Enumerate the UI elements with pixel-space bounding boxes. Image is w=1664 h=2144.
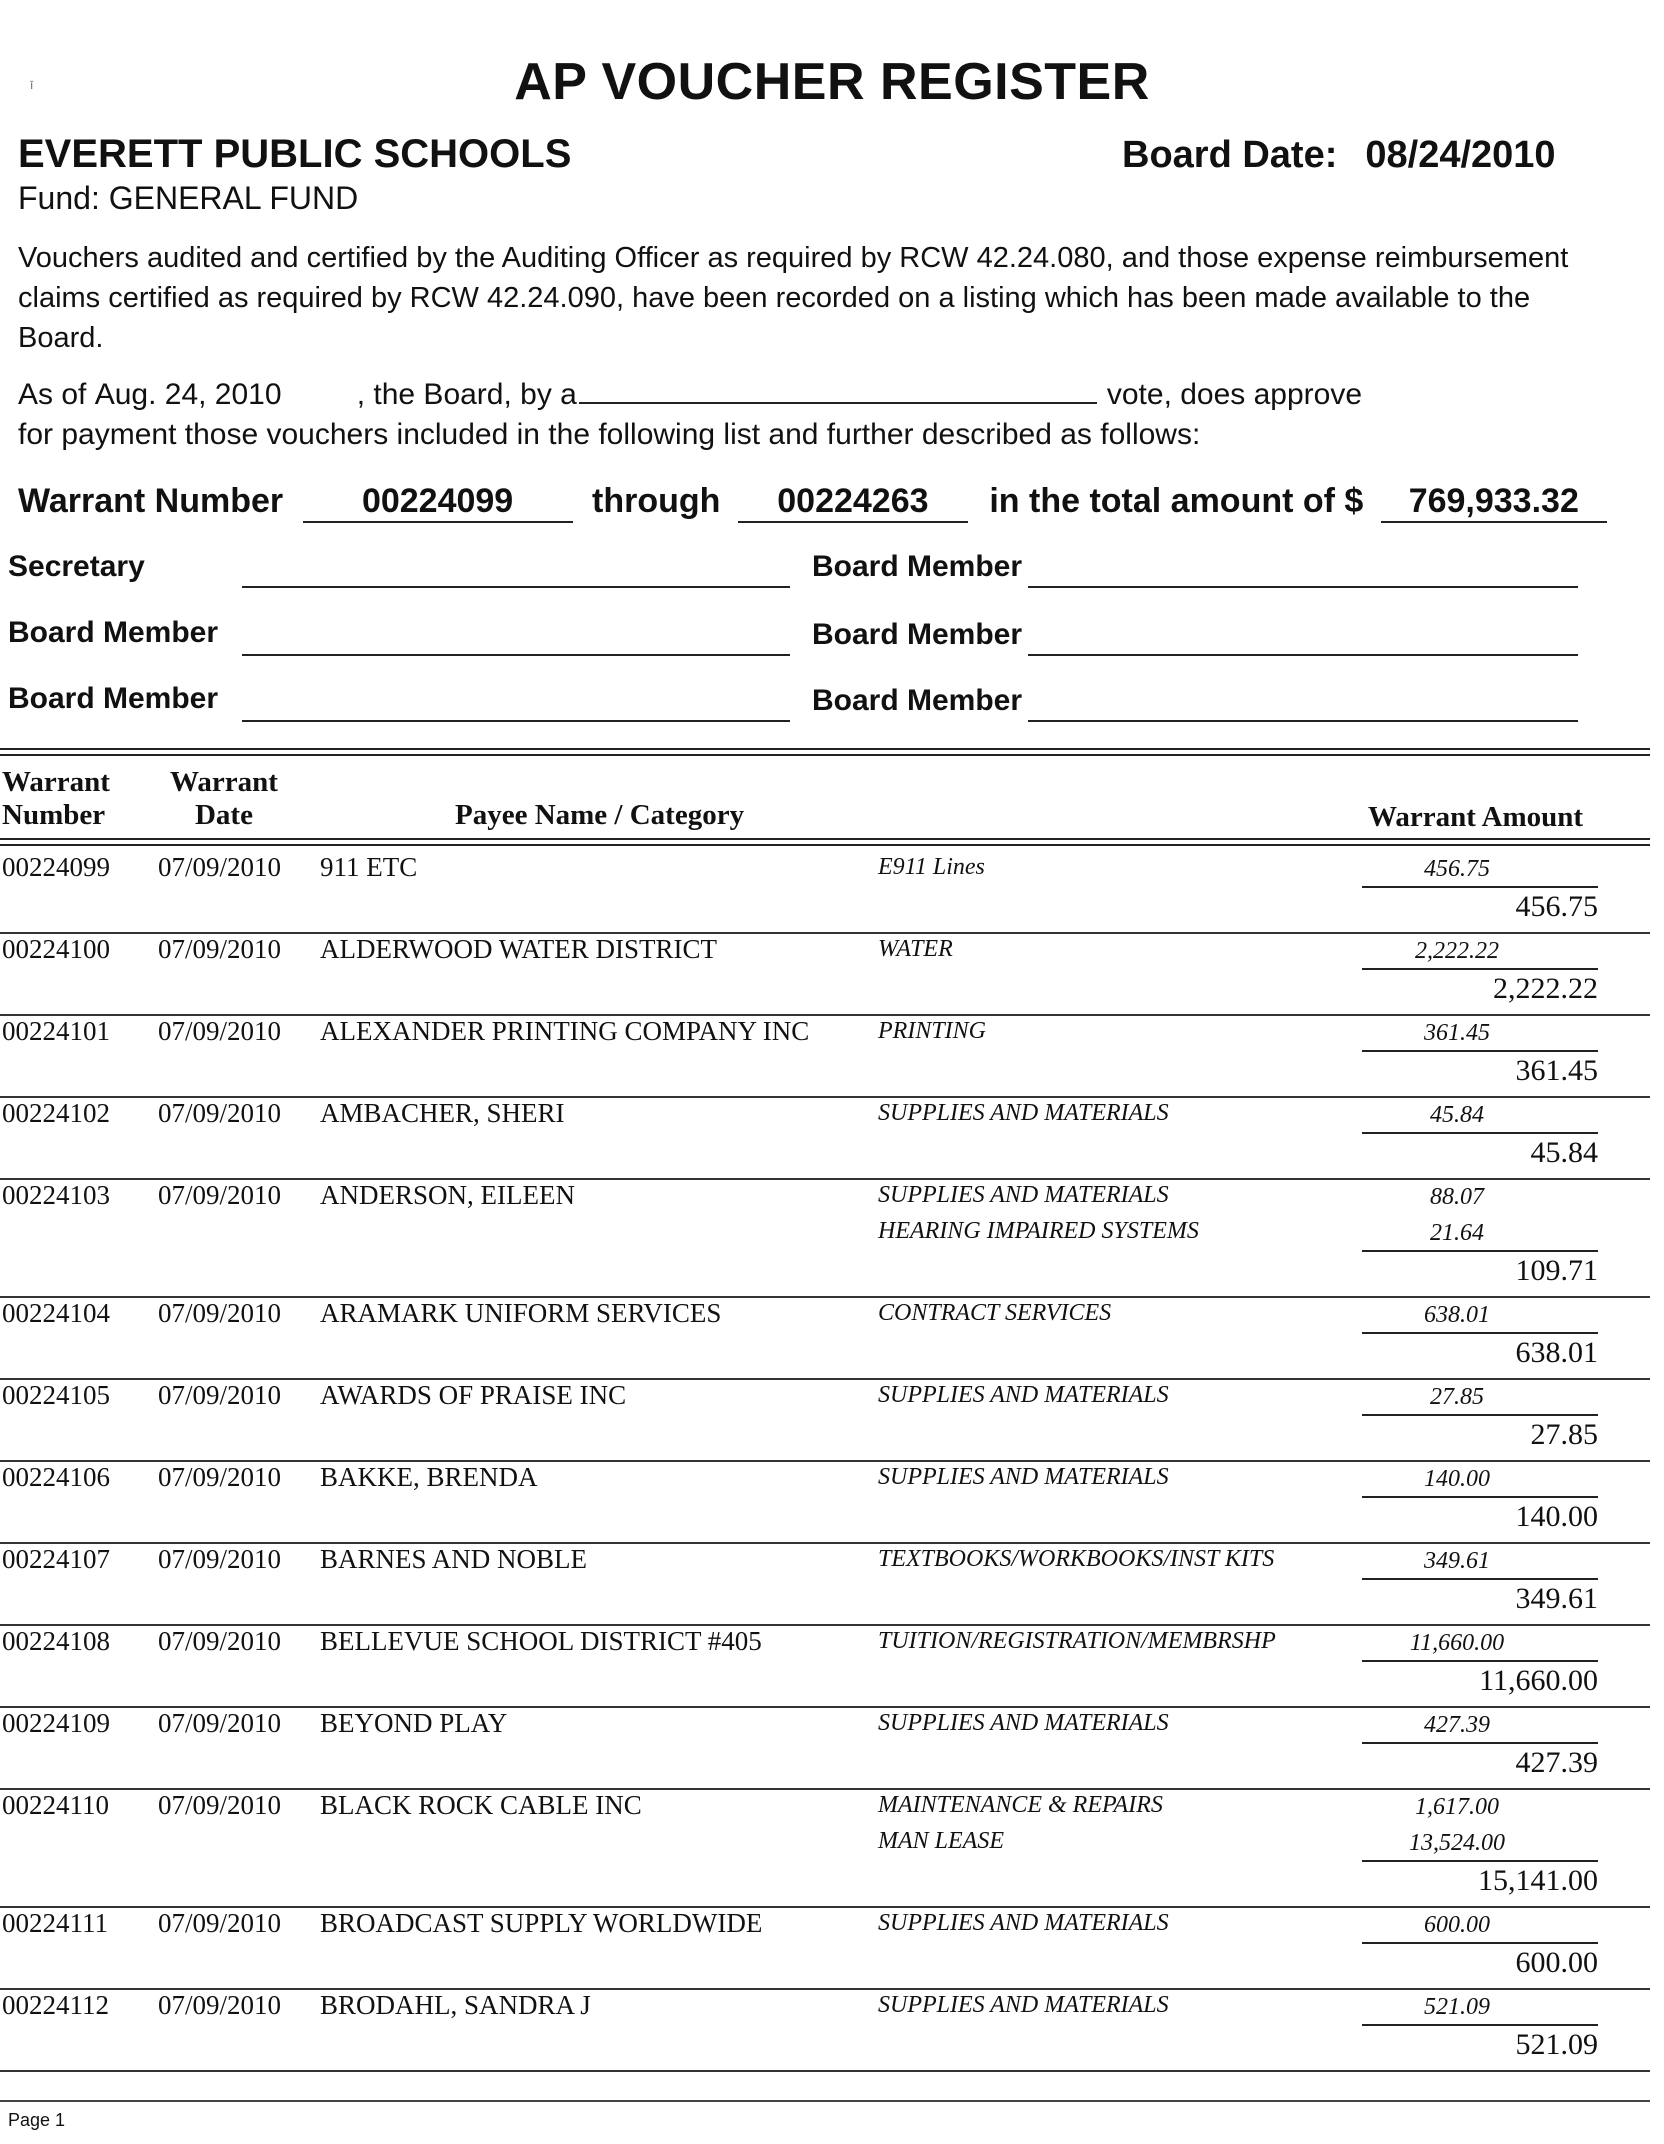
board-member-label-2: Board Member	[8, 616, 219, 649]
warrant-total: 109.71	[1515, 1254, 1598, 1287]
warrant-total: 349.61	[1515, 1582, 1598, 1615]
line-amount: 11,660.00	[1409, 1630, 1505, 1656]
line-amount: 521.09	[1424, 1994, 1490, 2020]
table-row	[0, 1790, 1650, 1908]
board-date-label: Board Date:	[1122, 134, 1338, 176]
table-row	[0, 1462, 1650, 1544]
payee-name: ANDERSON, EILEEN	[320, 1180, 575, 1210]
amount-subtotal-rule	[1362, 1250, 1598, 1252]
warrant-date: 07/09/2010	[158, 1298, 282, 1328]
payee-name: BARNES AND NOBLE	[320, 1544, 588, 1574]
warrant-number: 00224103	[2, 1180, 110, 1210]
page-title: AP VOUCHER REGISTER	[514, 53, 1150, 111]
warrant-number: 00224111	[2, 1908, 108, 1938]
header-warrant-date	[170, 766, 278, 832]
amount-subtotal-rule	[1362, 886, 1598, 888]
warrant-total: 361.45	[1515, 1054, 1598, 1087]
category-label: TEXTBOOKS/WORKBOOKS/INST KITS	[878, 1546, 1275, 1572]
warrant-total: 600.00	[1515, 1946, 1598, 1979]
payee-name: BLACK ROCK CABLE INC	[320, 1790, 642, 1820]
board-member-label-5: Board Member	[812, 684, 1023, 717]
table-row	[0, 1016, 1650, 1098]
table-row	[0, 1708, 1650, 1790]
warrant-total: 45.84	[1530, 1136, 1598, 1169]
header-warrant-number	[2, 766, 110, 832]
line-amount: 1,617.00	[1415, 1794, 1499, 1820]
warrant-number: 00224112	[2, 1990, 109, 2020]
organization-name: EVERETT PUBLIC SCHOOLS	[18, 132, 572, 176]
amount-subtotal-rule	[1362, 1050, 1598, 1052]
payee-name: BRODAHL, SANDRA J	[320, 1990, 591, 2020]
category-label: SUPPLIES AND MATERIALS	[878, 1992, 1169, 2018]
payee-name: BAKKE, BRENDA	[320, 1462, 538, 1492]
warrant-total: 456.75	[1515, 890, 1598, 923]
payment-text: for payment those vouchers included in the following list and further described as follows:	[18, 418, 1201, 451]
warrant-number: 00224099	[2, 852, 110, 882]
payee-name: ALDERWOOD WATER DISTRICT	[320, 934, 717, 964]
header-warrant-amount: Warrant Amount	[1368, 801, 1584, 833]
amount-subtotal-rule	[1362, 2024, 1598, 2026]
amount-subtotal-rule	[1362, 968, 1598, 970]
secretary-label: Secretary	[8, 550, 145, 583]
footer-rule	[0, 2100, 1650, 2102]
line-amount: 349.61	[1424, 1548, 1490, 1574]
amount-subtotal-rule	[1362, 1942, 1598, 1944]
warrant-summary	[18, 482, 1607, 523]
warrant-date: 07/09/2010	[158, 1462, 282, 1492]
category-label: SUPPLIES AND MATERIALS	[878, 1710, 1169, 1736]
warrant-from: 00224099	[303, 482, 573, 523]
warrant-number: 00224100	[2, 934, 110, 964]
header-payee: Payee Name / Category	[455, 799, 745, 831]
warrant-date: 07/09/2010	[158, 1790, 282, 1820]
warrant-total: 427.39	[1515, 1746, 1598, 1779]
payee-name: 911 ETC	[320, 852, 418, 882]
vote-blank-line	[579, 372, 1097, 404]
warrant-number: 00224106	[2, 1462, 110, 1492]
vote-text: vote, does approve	[1106, 378, 1363, 411]
payee-name: BROADCAST SUPPLY WORLDWIDE	[320, 1908, 763, 1938]
board-member-signature-line-4	[242, 718, 790, 722]
warrant-number-label: Warrant Number	[18, 482, 284, 520]
warrant-number: 00224110	[2, 1790, 109, 1820]
category-label: SUPPLIES AND MATERIALS	[878, 1464, 1169, 1490]
line-amount: 27.85	[1430, 1384, 1484, 1410]
header-warrant-number-line1: Warrant	[2, 766, 110, 798]
table-row	[0, 1990, 1650, 2072]
table-row	[0, 852, 1650, 934]
warrant-date: 07/09/2010	[158, 1016, 282, 1046]
warrant-number: 00224101	[2, 1016, 110, 1046]
warrant-date: 07/09/2010	[158, 852, 282, 882]
board-date-value: 08/24/2010	[1365, 134, 1556, 176]
category-label: SUPPLIES AND MATERIALS	[878, 1382, 1169, 1408]
amount-subtotal-rule	[1362, 1660, 1598, 1662]
category-label: WATER	[878, 936, 953, 962]
category-label: MAINTENANCE & REPAIRS	[878, 1792, 1163, 1818]
warrant-number: 00224108	[2, 1626, 110, 1656]
page-number: Page 1	[8, 2110, 66, 2130]
warrant-date: 07/09/2010	[158, 1380, 282, 1410]
header-warrant-number-line2: Number	[2, 799, 106, 831]
board-member-signature-line-2	[242, 652, 790, 656]
category-label: CONTRACT SERVICES	[878, 1300, 1112, 1326]
row-divider	[0, 2070, 1650, 2072]
board-member-label-1: Board Member	[812, 550, 1023, 583]
category-label: TUITION/REGISTRATION/MEMBRSHP	[878, 1628, 1276, 1654]
payee-name: AMBACHER, SHERI	[320, 1098, 565, 1128]
line-amount: 427.39	[1424, 1712, 1490, 1738]
table-row	[0, 1380, 1650, 1462]
amount-subtotal-rule	[1362, 1742, 1598, 1744]
warrant-date: 07/09/2010	[158, 1708, 282, 1738]
category-label: SUPPLIES AND MATERIALS	[878, 1182, 1169, 1208]
board-member-label-4: Board Member	[8, 682, 219, 715]
warrant-total: 2,222.22	[1493, 972, 1598, 1005]
as-of-date: Aug. 24, 2010	[94, 378, 282, 411]
table-top-rule-2	[0, 754, 1650, 756]
board-date	[1122, 134, 1556, 177]
header-warrant-date-line1: Warrant	[170, 766, 278, 798]
board-member-signature-line-3	[1028, 652, 1578, 656]
table-row	[0, 1544, 1650, 1626]
table-row	[0, 1098, 1650, 1180]
table-row	[0, 1180, 1650, 1298]
table-row	[0, 1908, 1650, 1990]
line-amount: 13,524.00	[1409, 1830, 1505, 1856]
category-label: SUPPLIES AND MATERIALS	[878, 1100, 1169, 1126]
certification-text: Vouchers audited and certified by the Auditing Officer as required by RCW 42.24.080, and those expense reimbursement claims certified as required by RCW 42.24.090, have been recorded on a listing which has been made available to the Board.	[18, 242, 1569, 354]
warrant-date: 07/09/2010	[158, 1098, 282, 1128]
line-amount: 88.07	[1430, 1184, 1484, 1210]
line-amount: 140.00	[1424, 1466, 1490, 1492]
table-row	[0, 1298, 1650, 1380]
fund-label: Fund: GENERAL FUND	[18, 180, 359, 216]
category-label: SUPPLIES AND MATERIALS	[878, 1910, 1169, 1936]
warrant-total: 27.85	[1530, 1418, 1598, 1451]
corner-mark: ī	[30, 78, 34, 92]
secretary-signature-line	[242, 584, 790, 588]
warrant-date: 07/09/2010	[158, 1180, 282, 1210]
warrant-total: 521.09	[1515, 2028, 1598, 2061]
as-of-label: As of	[18, 378, 87, 411]
warrant-total: 638.01	[1515, 1336, 1598, 1369]
board-member-signature-line-1	[1028, 584, 1578, 588]
payee-name: ALEXANDER PRINTING COMPANY INC	[320, 1016, 810, 1046]
warrant-total: 15,141.00	[1478, 1864, 1598, 1897]
warrant-total: 140.00	[1515, 1500, 1598, 1533]
amount-subtotal-rule	[1362, 1496, 1598, 1498]
warrant-number: 00224105	[2, 1380, 110, 1410]
warrant-number: 00224109	[2, 1708, 110, 1738]
table-top-rule	[0, 748, 1650, 750]
category-label: PRINTING	[878, 1018, 986, 1044]
warrant-number: 00224102	[2, 1098, 110, 1128]
amount-subtotal-rule	[1362, 1332, 1598, 1334]
category-label: HEARING IMPAIRED SYSTEMS	[878, 1218, 1199, 1244]
line-amount: 456.75	[1424, 856, 1490, 882]
board-member-label-3: Board Member	[812, 618, 1023, 651]
warrant-number: 00224107	[2, 1544, 110, 1574]
total-amount-label: in the total amount of $	[989, 482, 1364, 520]
warrant-date: 07/09/2010	[158, 934, 282, 964]
line-amount: 361.45	[1424, 1020, 1490, 1046]
category-label: E911 Lines	[878, 854, 985, 880]
approval-statement	[18, 372, 1638, 455]
header-rule	[0, 838, 1650, 840]
warrant-total: 11,660.00	[1479, 1664, 1598, 1697]
category-label: MAN LEASE	[878, 1828, 1004, 1854]
amount-subtotal-rule	[1362, 1414, 1598, 1416]
warrant-date: 07/09/2010	[158, 1908, 282, 1938]
board-text: , the Board, by a	[356, 378, 577, 411]
payee-name: BELLEVUE SCHOOL DISTRICT #405	[320, 1626, 762, 1656]
warrant-date: 07/09/2010	[158, 1990, 282, 2020]
line-amount: 21.64	[1430, 1220, 1484, 1246]
board-member-signature-line-5	[1028, 718, 1578, 722]
line-amount: 638.01	[1424, 1302, 1490, 1328]
warrant-date: 07/09/2010	[158, 1544, 282, 1574]
payee-name: ARAMARK UNIFORM SERVICES	[320, 1298, 722, 1328]
table-row	[0, 1626, 1650, 1708]
warrant-date: 07/09/2010	[158, 1626, 282, 1656]
through-label: through	[592, 482, 721, 520]
amount-subtotal-rule	[1362, 1578, 1598, 1580]
payee-name: AWARDS OF PRAISE INC	[320, 1380, 627, 1410]
amount-subtotal-rule	[1362, 1132, 1598, 1134]
header-warrant-date-line2: Date	[194, 799, 253, 831]
payee-name: BEYOND PLAY	[320, 1708, 508, 1738]
table-row	[0, 934, 1650, 1016]
line-amount: 45.84	[1430, 1102, 1484, 1128]
total-amount: 769,933.32	[1381, 482, 1607, 523]
header-rule-2	[0, 844, 1650, 846]
warrant-number: 00224104	[2, 1298, 110, 1328]
line-amount: 600.00	[1424, 1912, 1490, 1938]
line-amount: 2,222.22	[1415, 938, 1499, 964]
warrant-to: 00224263	[738, 482, 968, 523]
amount-subtotal-rule	[1362, 1860, 1598, 1862]
